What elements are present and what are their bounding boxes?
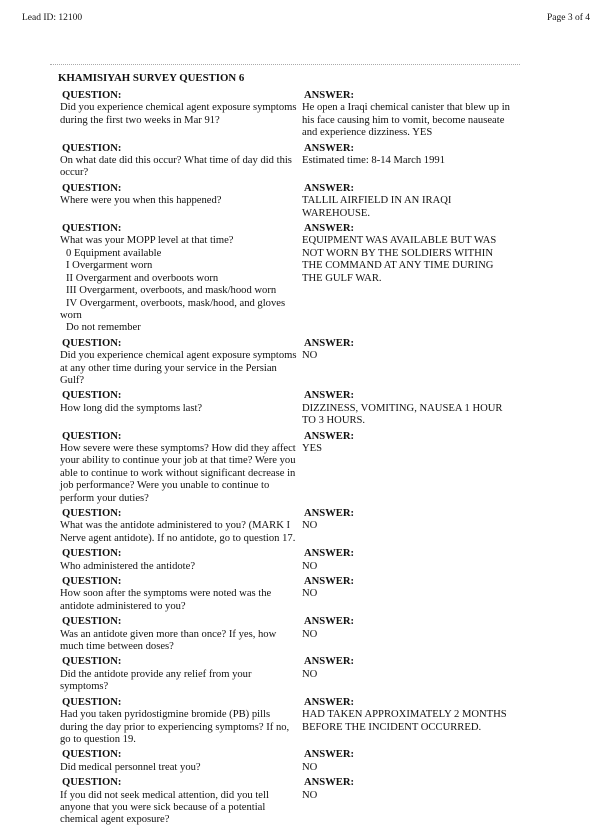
answer-label: ANSWER:	[304, 749, 355, 761]
answer	[302, 90, 514, 140]
question-label: QUESTION:	[62, 777, 122, 789]
answer	[302, 777, 514, 802]
answer-label: ANSWER:	[304, 576, 355, 588]
answer-label: ANSWER:	[304, 223, 355, 235]
answer	[302, 697, 514, 734]
mopp-option: worn	[60, 309, 82, 321]
question-text: Who administered the antidote?	[60, 560, 196, 572]
question-text: How severe were these symptoms? How did they affect your ability to continue your job at that time? Were you able to continue to work without significant decrease in job performance? Were you unable to continue to perform your duties?	[60, 442, 296, 504]
answer	[302, 143, 514, 168]
answer-label: ANSWER:	[304, 182, 355, 194]
answer	[302, 749, 514, 774]
qa-item	[60, 223, 560, 335]
answer-text: NO	[302, 520, 318, 532]
question	[60, 143, 298, 180]
question-label: QUESTION:	[62, 576, 122, 588]
question-text: Was an antidote given more than once? If yes, how much time between doses?	[60, 628, 277, 653]
qa-item	[60, 143, 560, 180]
question	[60, 90, 298, 127]
question-text: If you did not seek medical attention, did you tell anyone that you were sick because of a potential chemical agent exposure?	[60, 789, 269, 826]
question-label: QUESTION:	[62, 142, 122, 154]
question-text: Did the antidote provide any relief from your symptoms?	[60, 668, 252, 693]
survey-title: KHAMISIYAH SURVEY QUESTION 6	[58, 72, 245, 84]
divider	[50, 64, 520, 65]
answer	[302, 183, 514, 220]
qa-item	[60, 616, 560, 653]
answer-label: ANSWER:	[304, 616, 355, 628]
qa-list	[60, 90, 560, 830]
question-text: Did you experience chemical agent exposure symptoms at any other time during your service in the Persian Gulf?	[60, 350, 297, 386]
answer-label: ANSWER:	[304, 548, 355, 560]
question	[60, 576, 298, 613]
page-number: Page 3 of 4	[546, 13, 590, 23]
answer-label: ANSWER:	[304, 508, 355, 519]
answer-label: ANSWER:	[304, 777, 355, 789]
qa-item	[60, 183, 560, 220]
answer-text: NO	[302, 588, 318, 600]
mopp-option: IV Overgarment, overboots, mask/hood, and gloves	[66, 297, 286, 309]
answer	[302, 390, 514, 427]
question-label: QUESTION:	[62, 430, 122, 442]
qa-item	[60, 338, 560, 388]
answer-label: ANSWER:	[304, 430, 355, 442]
question	[60, 183, 298, 208]
question-text: What was the antidote administered to you? (MARK I Nerve agent antidote). If no antidote, go to question 17.	[60, 520, 296, 544]
question	[60, 777, 298, 827]
answer	[302, 508, 514, 533]
answer	[302, 338, 514, 363]
answer-text: NO	[302, 560, 318, 572]
qa-item	[60, 777, 560, 827]
question-text: How soon after the symptoms were noted was the antidote administered to you?	[60, 588, 272, 612]
question-text: How long did the symptoms last?	[60, 402, 203, 414]
question-text: On what date did this occur? What time of day did this occur?	[60, 155, 292, 179]
mopp-option: Do not remember	[66, 322, 141, 334]
answer-text: HAD TAKEN APPROXIMATELY 2 MONTHS BEFORE THE INCIDENT OCCURRED.	[302, 709, 507, 733]
question-label: QUESTION:	[62, 508, 122, 519]
qa-item	[60, 90, 560, 140]
question-label: QUESTION:	[62, 390, 122, 402]
qa-item	[60, 431, 560, 505]
mopp-option: II Overgarment and overboots worn	[66, 272, 219, 284]
question-label: QUESTION:	[62, 337, 122, 349]
mopp-option: III Overgarment, overboots, and mask/hood worn	[66, 285, 277, 297]
answer	[302, 223, 514, 285]
answer-text: NO	[302, 628, 318, 640]
qa-item	[60, 656, 560, 693]
question	[60, 390, 298, 415]
mopp-option: 0 Equipment available	[66, 247, 162, 259]
qa-item	[60, 697, 560, 747]
question-text: Did you experience chemical agent exposure symptoms during the first two weeks in Mar 91?	[60, 102, 297, 126]
qa-item	[60, 749, 560, 774]
qa-item	[60, 576, 560, 613]
question	[60, 697, 298, 747]
question	[60, 548, 298, 573]
question-label: QUESTION:	[62, 548, 122, 560]
answer-label: ANSWER:	[304, 337, 355, 349]
answer	[302, 656, 514, 681]
answer-label: ANSWER:	[304, 390, 355, 402]
question-label: QUESTION:	[62, 616, 122, 628]
qa-item	[60, 390, 560, 427]
answer-label: ANSWER:	[304, 696, 355, 708]
question-text: What was your MOPP level at that time?	[60, 235, 234, 247]
answer-text: He open a Iraqi chemical canister that blew up in his face causing him to vomit, become nauseate and experience dizziness. YES	[302, 102, 510, 139]
answer	[302, 431, 514, 456]
answer-text: TALLIL AIRFIELD IN AN IRAQI WAREHOUSE.	[302, 195, 452, 219]
question-label: QUESTION:	[62, 182, 122, 194]
question	[60, 749, 298, 774]
mopp-option: I Overgarment worn	[66, 260, 153, 272]
question	[60, 431, 298, 505]
question-label: QUESTION:	[62, 749, 122, 761]
qa-item	[60, 548, 560, 573]
answer-text: NO	[302, 789, 318, 801]
answer-text: NO	[302, 761, 318, 773]
answer-text: NO	[302, 668, 318, 680]
answer-label: ANSWER:	[304, 142, 355, 154]
answer-text: EQUIPMENT WAS AVAILABLE BUT WAS NOT WORN BY THE SOLDIERS WITHIN THE COMMAND AT ANY TIME DURING THE GULF WAR.	[302, 235, 497, 284]
answer-text: YES	[302, 442, 323, 454]
answer-text: NO	[302, 350, 318, 362]
qa-item	[60, 508, 560, 545]
answer	[302, 548, 514, 573]
question-label: QUESTION:	[62, 656, 122, 668]
answer-label: ANSWER:	[304, 656, 355, 668]
question-text: Did medical personnel treat you?	[60, 761, 201, 773]
answer	[302, 576, 514, 601]
question-text: Where were you when this happened?	[60, 195, 222, 207]
answer-label: ANSWER:	[304, 90, 355, 101]
question	[60, 338, 298, 388]
question-label: QUESTION:	[62, 696, 122, 708]
question-label: QUESTION:	[62, 90, 122, 101]
question	[60, 223, 298, 335]
question	[60, 656, 298, 693]
question-label: QUESTION:	[62, 223, 122, 235]
question-text: Had you taken pyridostigmine bromide (PB) pills during the day prior to experiencing symptoms? If no, go to question 19.	[60, 709, 290, 745]
answer-text: DIZZINESS, VOMITING, NAUSEA 1 HOUR TO 3 HOURS.	[302, 402, 503, 427]
lead-id: Lead ID: 12100	[22, 13, 83, 23]
question	[60, 616, 298, 653]
answer-text: Estimated time: 8-14 March 1991	[302, 155, 445, 167]
answer	[302, 616, 514, 641]
question	[60, 508, 298, 545]
